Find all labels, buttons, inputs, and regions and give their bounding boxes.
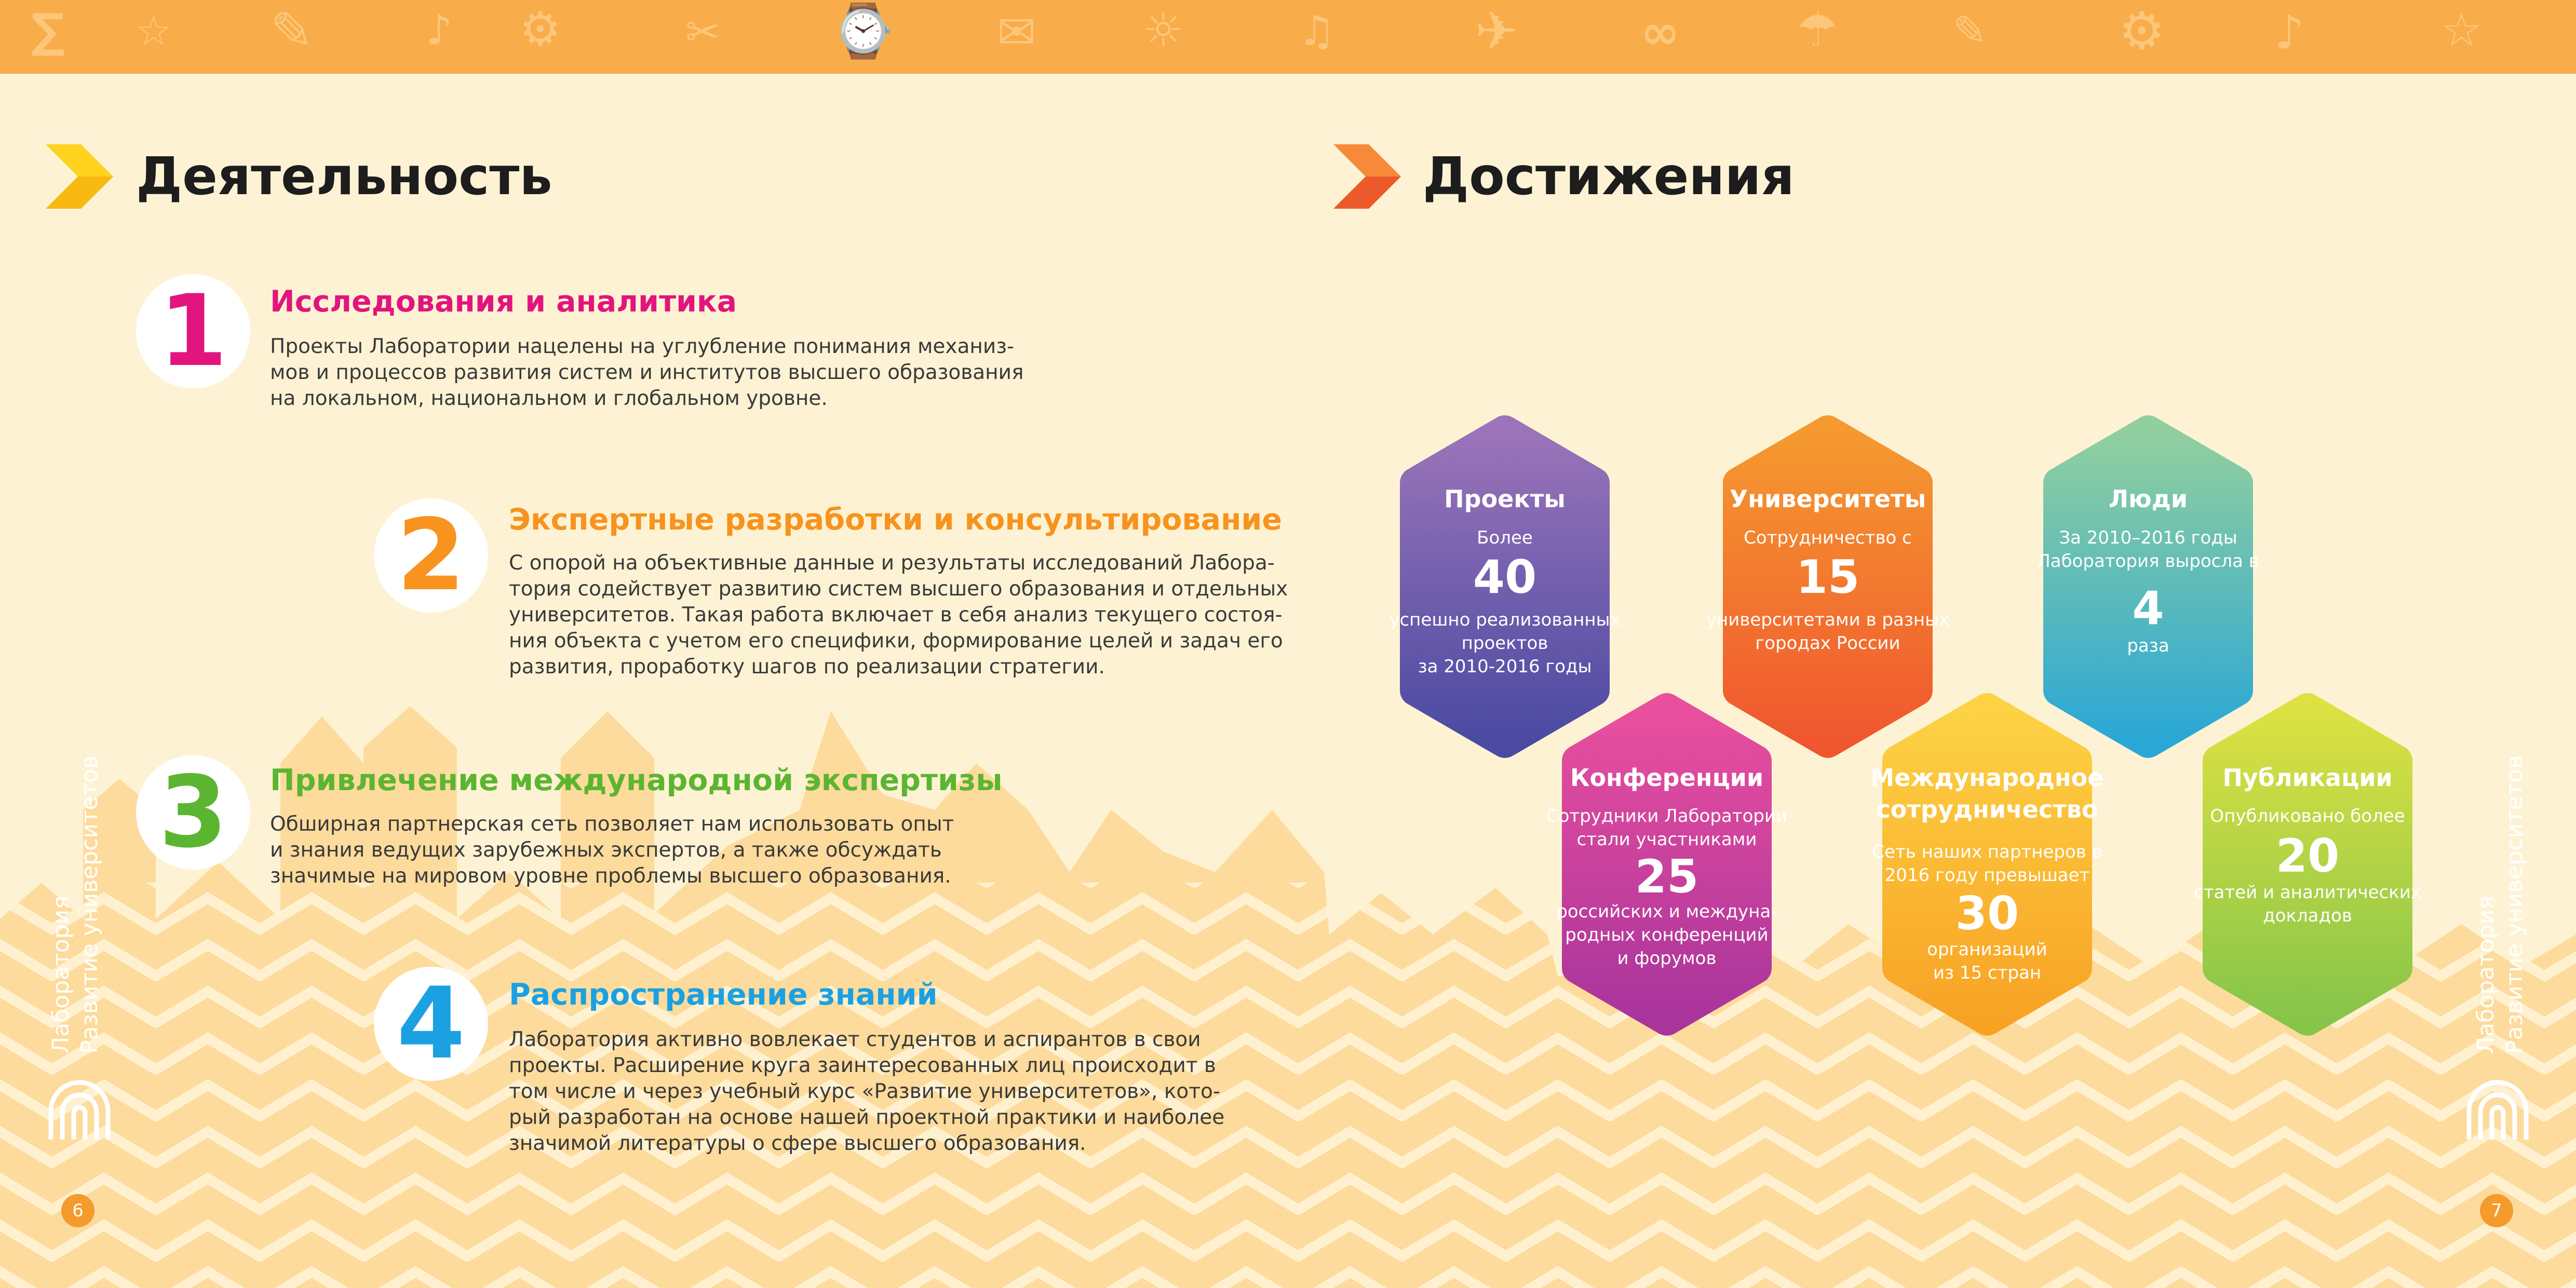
activity-title-2: Экспертные разработки и консультирование	[509, 503, 1282, 537]
activity-text-line: университетов. Такая работа включает в себя анализ текущего состоя-	[509, 603, 1283, 627]
hex-caption: проектов	[1461, 633, 1548, 654]
activity-text-line: тория содействует развитию систем высшего образования и отдельных	[509, 577, 1288, 601]
right-side-label	[2472, 755, 2529, 1054]
doodle-icon: ∞	[1641, 5, 1680, 60]
hex-caption: российских и междуна-	[1556, 901, 1777, 922]
hex-title: Университеты	[1729, 485, 1926, 513]
doodle-icon: ♪	[426, 6, 453, 54]
left-section-title: Деятельность	[136, 146, 552, 207]
hex-title: сотрудничество	[1876, 795, 2098, 823]
side-label-line-2: Развитие университетов	[2501, 755, 2528, 1054]
activity-number-1: 1	[136, 274, 250, 388]
doodle-icon: ✉	[997, 5, 1036, 60]
activity-text-line: ния объекта с учетом его специфики, формирование целей и задач его	[509, 629, 1283, 653]
activity-title-4: Распространение знаний	[509, 978, 938, 1012]
hex-caption: докладов	[2263, 905, 2352, 926]
hex-caption: раза	[2127, 635, 2169, 656]
activity-number-3: 3	[136, 755, 250, 870]
activity-text-line: том числе и через учебный курс «Развитие университетов», кото-	[509, 1080, 1220, 1103]
doodle-icon: ☂	[1797, 3, 1839, 58]
hex-number: 15	[1796, 550, 1860, 604]
side-label-line-2: Развитие университетов	[76, 755, 103, 1054]
activity-text-line: проекты. Расширение круга заинтересованных лиц происходит в	[509, 1054, 1216, 1077]
activity-text-line: развития, проработку шагов по реализации стратегии.	[509, 655, 1105, 679]
hex-title: Конференции	[1570, 764, 1764, 792]
hex-title: Публикации	[2222, 764, 2393, 792]
hex-number: 4	[2132, 581, 2164, 635]
doodle-icon: ☆	[135, 7, 172, 55]
side-label-line-1: Лаборатория	[48, 896, 74, 1054]
doodle-icon: ✂	[685, 8, 721, 56]
activity-text-line: рый разработан на основе нашей проектной практики и наиболее	[509, 1106, 1225, 1129]
activity-title-1: Исследования и аналитика	[270, 284, 737, 319]
hex-caption: За 2010–2016 годы	[2059, 527, 2237, 548]
hex-number: 25	[1635, 850, 1699, 903]
hex-caption: Более	[1477, 527, 1533, 548]
activity-text-line: С опорой на объективные данные и результаты исследований Лабора-	[509, 551, 1275, 575]
lab-logo-icon	[2464, 1075, 2531, 1142]
hex-caption: успешно реализованных	[1389, 609, 1621, 630]
side-label-line-1: Лаборатория	[2473, 896, 2499, 1054]
activity-text-line: и знания ведущих зарубежных экспертов, а также обсуждать	[270, 838, 942, 862]
activity-text-line: значимые на мировом уровне проблемы высшего образования.	[270, 864, 951, 888]
hex-caption: Сотрудники Лаборатории	[1546, 806, 1788, 826]
doodle-icon: ✎	[1952, 7, 1988, 55]
hex-title: Проекты	[1444, 485, 1566, 513]
hex-caption: городах России	[1755, 633, 1900, 654]
activity-text-line: Обширная партнерская сеть позволяет нам использовать опыт	[270, 812, 954, 836]
right-section-title: Достижения	[1423, 146, 1795, 207]
doodle-icon: ⚙	[2119, 1, 2165, 61]
hex-caption: за 2010-2016 годы	[1418, 656, 1592, 677]
hex-caption: университетами в разных	[1706, 609, 1950, 630]
doodle-icon: ♪	[2274, 5, 2304, 60]
hex-caption: Опубликовано более	[2210, 806, 2405, 826]
hex-caption: Сеть наших партнеров в	[1872, 842, 2102, 862]
hex-caption: родных конференций	[1565, 925, 1769, 945]
doodle-icon: ✎	[270, 1, 314, 61]
right-page-number: 7	[2480, 1194, 2513, 1227]
activity-text-line: мов и процессов развития систем и институтов высшего образования	[270, 361, 1024, 384]
activity-title-3: Привлечение международной экспертизы	[270, 763, 1003, 797]
hex-caption: 2016 году превышает	[1884, 865, 2090, 886]
hex-caption: стали участниками	[1576, 829, 1757, 850]
hex-number: 40	[1473, 550, 1537, 604]
hex-caption: из 15 стран	[1933, 962, 2042, 983]
hex-caption: статей и аналитических	[2194, 882, 2421, 903]
hex-caption: организаций	[1927, 939, 2047, 960]
activity-number-2: 2	[374, 498, 488, 613]
left-page-number: 6	[61, 1194, 95, 1227]
hex-title: Международное	[1870, 764, 2104, 792]
doodle-icon: ♫	[1298, 7, 1336, 55]
hex-number: 20	[2275, 829, 2340, 883]
activity-number-4: 4	[374, 967, 488, 1081]
doodle-icon: ⚙	[519, 2, 561, 57]
hex-number: 30	[1955, 887, 2019, 940]
hex-caption: и форумов	[1617, 948, 1717, 969]
hex-title: Люди	[2108, 485, 2188, 513]
doodle-icon: ✈	[1475, 1, 1518, 61]
doodle-icon: ☼	[1142, 3, 1184, 58]
doodle-icon: ☆	[2440, 3, 2483, 58]
hex-caption: Лаборатория выросла в	[2037, 551, 2259, 572]
hex-caption: Сотрудничество с	[1744, 527, 1912, 548]
activity-text-line: значимой литературы о сфере высшего образования.	[509, 1132, 1086, 1155]
activity-text-line: Проекты Лаборатории нацелены на углубление понимания механиз-	[270, 335, 1015, 358]
doodle-icon: ⌚	[831, 1, 896, 61]
doodle-icon: ∑	[31, 4, 65, 58]
activity-text-line: Лаборатория активно вовлекает студентов и аспирантов в свои	[509, 1028, 1201, 1051]
activity-text-line: на локальном, национальном и глобальном уровне.	[270, 387, 828, 410]
